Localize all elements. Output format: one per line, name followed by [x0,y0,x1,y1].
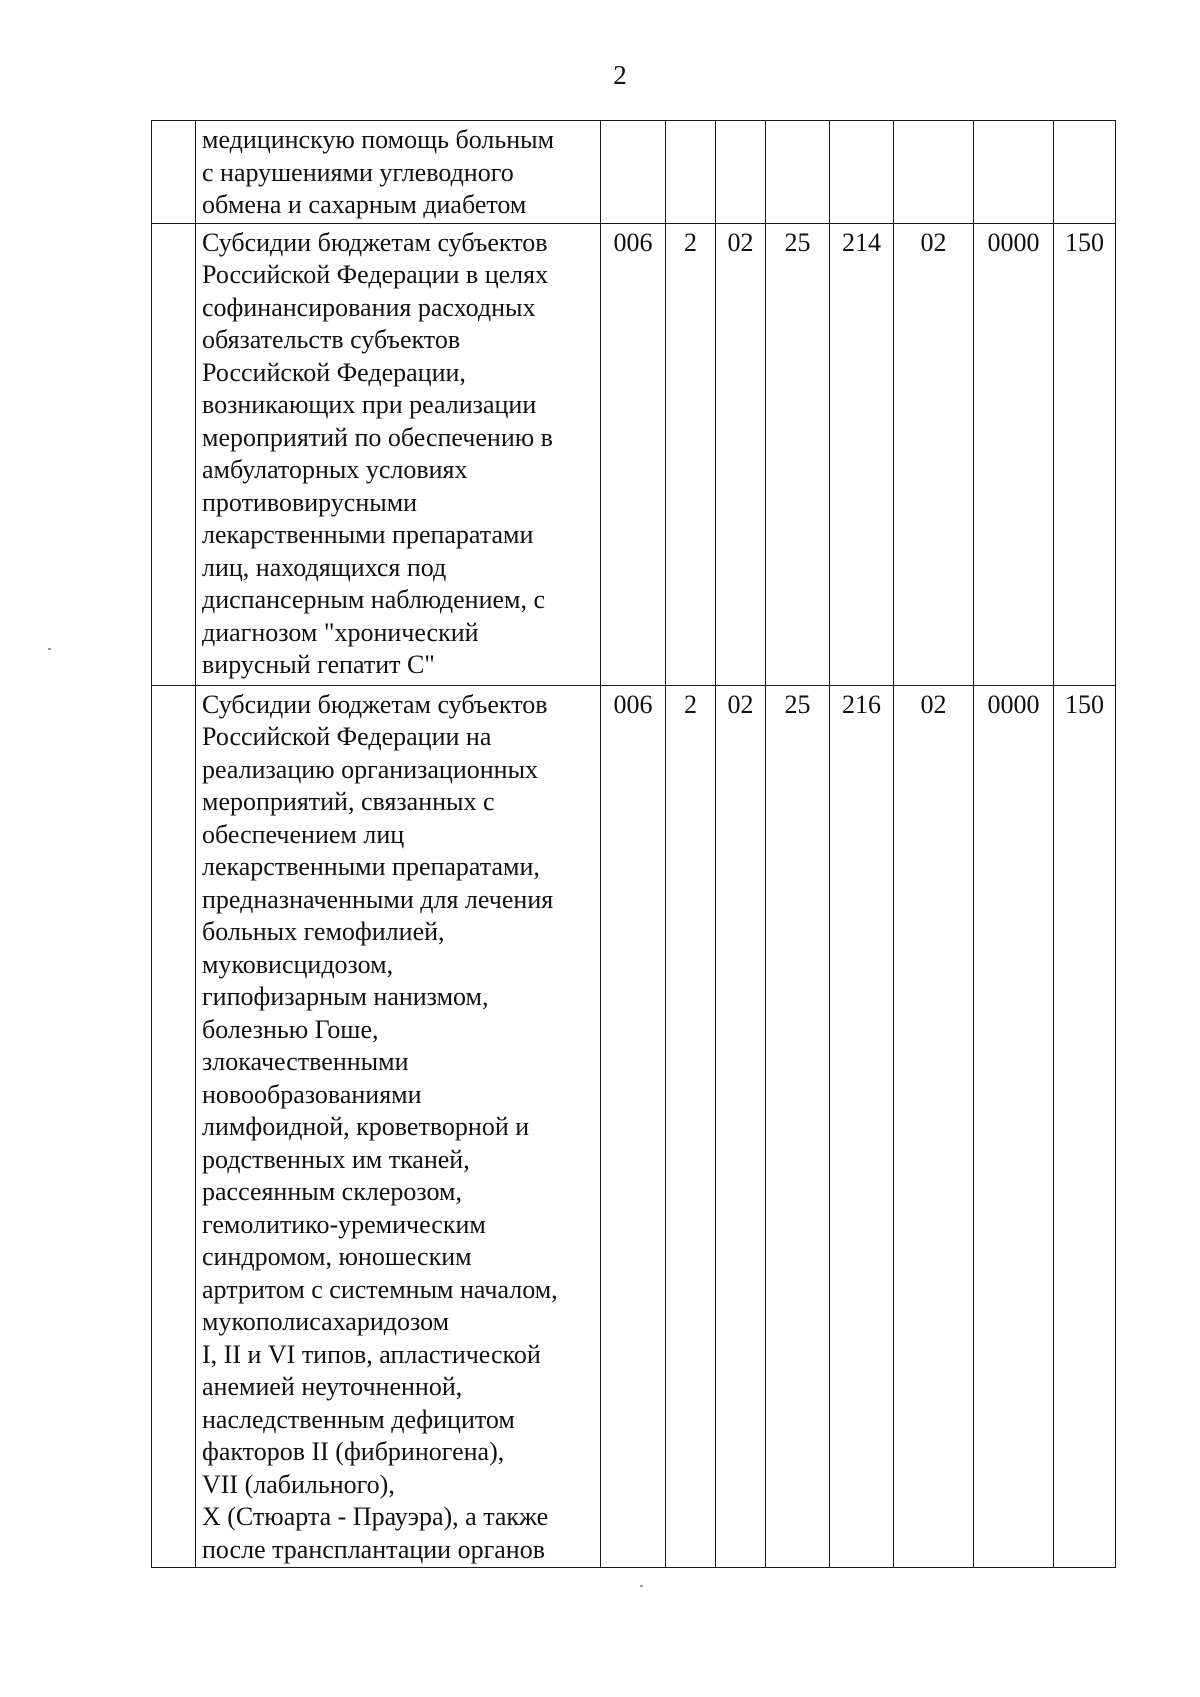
code-cell-article: 25 [766,223,830,685]
code-cell-ministry: 006 [601,223,666,685]
scan-speck [48,648,51,650]
code-cell-subarticle [830,121,894,224]
code-cell-program [974,121,1054,224]
description-cell: медицинскую помощь больным с нарушениями углеводного обмена и сахарным диабетом [196,121,601,224]
code-cell-subarticle: 214 [830,223,894,685]
code-cell-program: 0000 [974,223,1054,685]
code-cell-ministry [601,121,666,224]
code-cell-subarticle: 216 [830,685,894,1568]
budget-classification-table [151,120,1116,1568]
code-cell-group: 2 [666,685,716,1568]
description-cell: Субсидии бюджетам субъектов Российской Федерации на реализацию организационных мероприятий, связанных с обеспечением лиц лекарственными препаратами, предназначенными для лечения больных гемофилией, муковисцидозом, гипофизарным нанизмом, болезнью Гоше, злокачественными новообразованиями лимфоидной, кроветворной и родственных им тканей, рассеянным склерозом, гемолитико-уремическим синдромом, юношеским артритом с системным началом, мукополисахаридозом I, II и VI типов, апластической анемией неуточненной, наследственным дефицитом факторов II (фибриногена), VII (лабильного), X (Стюарта - Прауэра), а также после трансплантации органов [196,685,601,1568]
row-number-cell [152,223,196,685]
row-number-cell [152,685,196,1568]
code-cell-element: 02 [894,223,974,685]
table-row [152,223,1116,685]
code-cell-economic: 150 [1054,223,1116,685]
code-cell-economic [1054,121,1116,224]
code-cell-group: 2 [666,223,716,685]
code-cell-element [894,121,974,224]
table-row [152,121,1116,224]
code-cell-ministry: 006 [601,685,666,1568]
table-row [152,685,1116,1568]
description-cell: Субсидии бюджетам субъектов Российской Федерации в целях софинансирования расходных обязательств субъектов Российской Федерации, возникающих при реализации мероприятий по обеспечению в амбулаторных условиях противовирусными лекарственными препаратами лиц, находящихся под диспансерным наблюдением, с диагнозом "хронический вирусный гепатит С" [196,223,601,685]
code-cell-subgroup: 02 [716,223,766,685]
code-cell-subgroup [716,121,766,224]
code-cell-group [666,121,716,224]
code-cell-subgroup: 02 [716,685,766,1568]
code-cell-economic: 150 [1054,685,1116,1568]
code-cell-element: 02 [894,685,974,1568]
row-number-cell [152,121,196,224]
code-cell-program: 0000 [974,685,1054,1568]
code-cell-article: 25 [766,685,830,1568]
scan-speck [640,1585,643,1587]
page-number: 2 [613,60,627,90]
code-cell-article [766,121,830,224]
